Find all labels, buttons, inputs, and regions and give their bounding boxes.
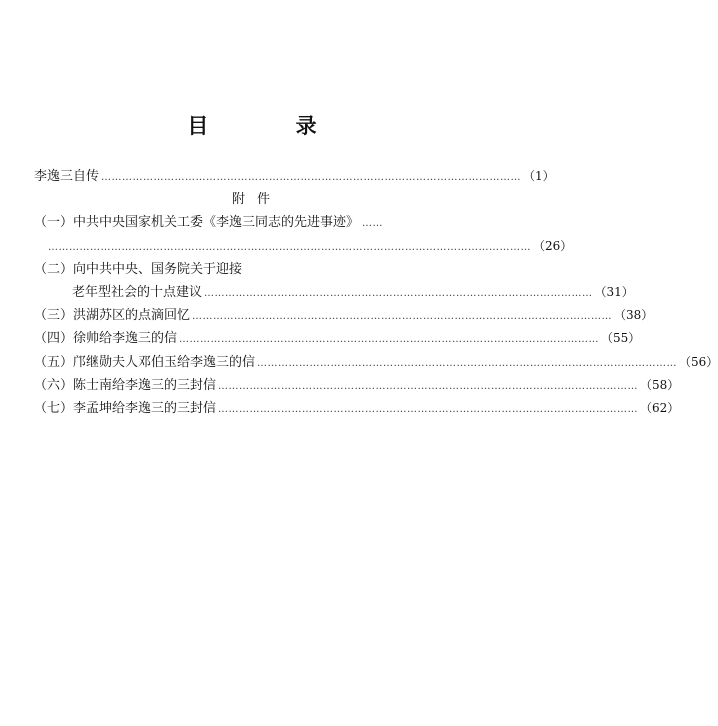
toc-entry-1-line1[interactable]	[34, 211, 468, 234]
toc-entry-2-line1[interactable]	[34, 258, 468, 281]
dot-leader: …………………………………………………………………………………………………………	[101, 172, 522, 183]
page-title: 目 录	[187, 114, 357, 138]
toc-entry-4[interactable]	[34, 327, 641, 350]
dot-leader: …………………………………………………………………………………………………………	[218, 403, 639, 415]
toc-entry-page: （38）	[614, 308, 654, 323]
toc-entry-label: （五）邝继勋夫人邓伯玉给李逸三的信	[34, 354, 256, 370]
toc-entry-label: （六）陈士南给李逸三的三封信	[34, 377, 217, 393]
dot-leader: …………………………………………………………………………………………………………	[179, 334, 600, 346]
dot-leader: …………………………………………………………………………………………………………………………	[48, 241, 531, 253]
dot-leader: …………………………………………………………………………………………………	[204, 287, 593, 299]
toc-entry-3[interactable]	[34, 304, 654, 327]
table-of-contents	[34, 165, 718, 420]
dot-leader: …………………………………………………………………………………………………………	[218, 380, 639, 392]
appendix-heading: 附件	[231, 192, 282, 208]
toc-entry-page: （55）	[601, 331, 641, 346]
toc-entry-page: （62）	[640, 400, 680, 415]
toc-entry-page: （58）	[640, 377, 680, 392]
toc-entry-label: （二）向中共中央、国务院关于迎接	[34, 261, 243, 277]
toc-entry-page: （56）	[679, 354, 718, 369]
dot-leader: ……	[362, 218, 384, 230]
toc-entry-label-continued: 老年型社会的十点建议	[72, 284, 203, 300]
toc-entry-page: （26）	[533, 238, 573, 253]
toc-entry-6[interactable]	[34, 374, 680, 397]
toc-entry-main[interactable]	[34, 165, 555, 188]
toc-entry-2-line2[interactable]	[34, 281, 634, 304]
toc-entry-page: （31）	[594, 284, 634, 299]
toc-entry-7[interactable]	[34, 397, 680, 420]
toc-entry-1-line2[interactable]	[34, 235, 573, 258]
toc-entry-label: （三）洪湖苏区的点滴回忆	[34, 308, 191, 324]
toc-entry-label: （四）徐帅给李逸三的信	[34, 331, 178, 347]
toc-entry-label: 李逸三自传	[34, 169, 100, 184]
toc-entry-5[interactable]	[34, 351, 718, 374]
toc-entry-label: （七）李孟坤给李逸三的三封信	[34, 400, 217, 416]
toc-entry-page: （1）	[523, 169, 555, 183]
dot-leader: …………………………………………………………………………………………………………	[257, 357, 678, 369]
toc-entry-label: （一）中共中央国家机关工委《李逸三同志的先进事迹》	[34, 215, 360, 231]
dot-leader: …………………………………………………………………………………………………………	[192, 311, 613, 323]
